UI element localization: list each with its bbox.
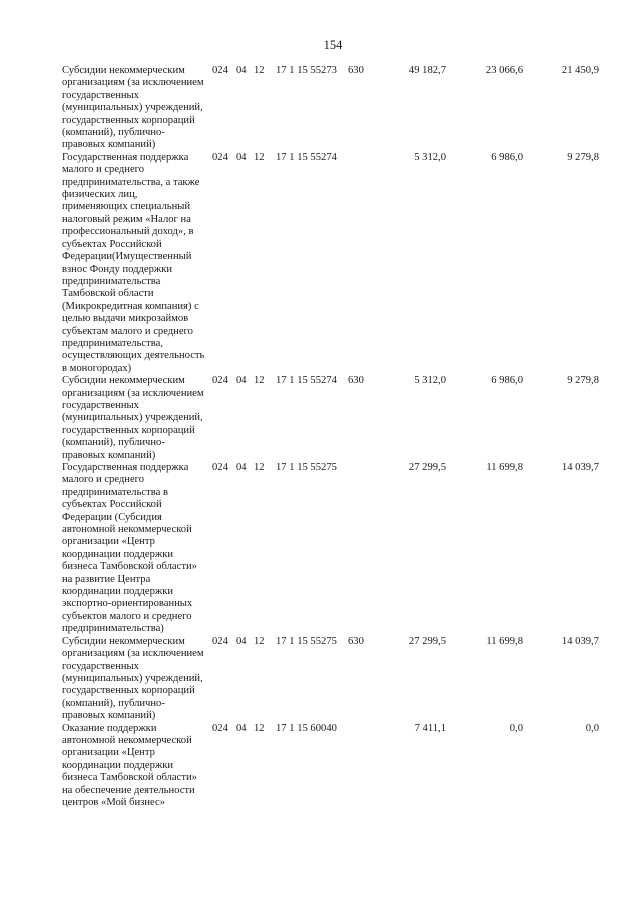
value-year-3: 14 039,7	[561, 635, 599, 647]
row-description	[62, 152, 210, 375]
value-year-1: 27 299,5	[408, 462, 446, 473]
value-year-2: 23 066,6	[485, 65, 523, 76]
value-year-2: 6 986,0	[491, 375, 523, 387]
code-ministry: 024	[212, 65, 228, 76]
code-ministry: 024	[212, 462, 228, 473]
description-line: Субсидии некоммерческим	[62, 65, 185, 76]
description-line: государственных корпораций	[62, 424, 195, 436]
description-line: правовых компаний)	[62, 449, 156, 461]
code-subsection: 12	[254, 722, 265, 734]
code-section: 04	[236, 635, 247, 647]
description-line: применяющих специальный	[62, 201, 191, 213]
value-year-2: 11 699,8	[486, 462, 523, 473]
description-line: Субсидии некоммерческим	[62, 375, 185, 387]
description-line: профессиональный доход», в	[62, 226, 194, 238]
value-year-3: 0,0	[585, 722, 599, 734]
description-line: Тамбовской области	[62, 288, 154, 300]
description-line: субъектов малого и среднего	[62, 610, 192, 622]
description-line: государственных корпораций	[62, 685, 195, 697]
description-line: налоговый режим «Налог на	[62, 213, 191, 225]
description-line: государственных	[62, 89, 139, 101]
description-line: предпринимательства)	[62, 623, 164, 635]
description-line: целью выдачи микрозаймов	[62, 313, 189, 325]
description-line: субъектах Российской	[62, 499, 162, 511]
code-expense-type: 630	[348, 635, 364, 647]
value-year-2: 6 986,0	[491, 151, 523, 163]
code-subsection: 12	[254, 635, 265, 647]
row-description	[62, 65, 210, 152]
code-ministry: 024	[212, 151, 228, 163]
description-line: (компаний), публично-	[62, 437, 165, 449]
description-line: Оказание поддержки	[62, 722, 157, 734]
description-line: субъектах Российской	[62, 238, 162, 250]
code-ministry: 024	[212, 635, 228, 647]
description-line: (Микрокредитная компания) с	[62, 300, 199, 312]
row-description	[62, 375, 210, 462]
page-number: 154	[323, 38, 343, 52]
code-subsection: 12	[254, 375, 265, 387]
description-line: на развитие Центра	[62, 573, 151, 585]
code-section: 04	[236, 722, 247, 734]
description-line: малого и среднего	[62, 164, 145, 176]
row-description	[62, 636, 210, 723]
code-subsection: 12	[254, 151, 265, 163]
value-year-2: 11 699,8	[486, 635, 523, 647]
value-year-1: 49 182,7	[408, 65, 446, 76]
description-line: Федерации (Субсидия	[62, 511, 162, 523]
code-ministry: 024	[212, 722, 228, 734]
description-line: осуществляющих деятельность	[62, 350, 205, 362]
description-line: (муниципальных) учреждений,	[62, 412, 203, 424]
table-row	[0, 65, 640, 152]
description-line: (муниципальных) учреждений,	[62, 672, 203, 684]
code-subsection: 12	[254, 462, 265, 473]
description-line: субъектам малого и среднего	[62, 325, 193, 337]
value-year-3: 14 039,7	[561, 462, 599, 473]
table-row	[0, 723, 640, 810]
description-line: автономной некоммерческой	[62, 734, 192, 746]
description-line: предпринимательства в	[62, 486, 168, 498]
description-line: взнос Фонду поддержки	[62, 263, 173, 275]
description-line: предпринимательства,	[62, 337, 163, 349]
value-year-2: 0,0	[509, 722, 523, 734]
description-line: государственных	[62, 399, 139, 411]
description-line: (компаний), публично-	[62, 127, 165, 139]
description-line: правовых компаний)	[62, 710, 156, 722]
table-row	[0, 462, 640, 636]
code-target-article: 17 1 15 55274	[276, 375, 337, 387]
code-subsection: 12	[254, 65, 265, 76]
description-line: в моногородах)	[62, 362, 132, 374]
value-year-3: 9 279,8	[567, 151, 599, 163]
description-line: организациям (за исключением	[62, 77, 204, 89]
description-line: на обеспечение деятельности	[62, 784, 195, 796]
table-row	[0, 636, 640, 723]
table-row	[0, 152, 640, 375]
description-line: координации поддержки	[62, 548, 174, 560]
value-year-1: 7 411,1	[414, 722, 446, 734]
description-line: правовых компаний)	[62, 139, 156, 151]
code-expense-type: 630	[348, 375, 364, 387]
description-line: организациям (за исключением	[62, 387, 204, 399]
value-year-3: 21 450,9	[561, 65, 599, 76]
row-description	[62, 723, 210, 810]
description-line: организации «Центр	[62, 747, 155, 759]
row-description	[62, 462, 210, 636]
code-section: 04	[236, 375, 247, 387]
description-line: Субсидии некоммерческим	[62, 635, 185, 647]
description-line: государственных корпораций	[62, 114, 195, 126]
description-line: Государственная поддержка	[62, 462, 189, 473]
description-line: центров «Мой бизнес»	[62, 796, 165, 808]
description-line: Государственная поддержка	[62, 151, 189, 163]
code-section: 04	[236, 65, 247, 76]
budget-table	[0, 65, 640, 809]
code-section: 04	[236, 462, 247, 473]
description-line: экспортно-ориентированных	[62, 598, 193, 610]
description-line: государственных	[62, 660, 139, 672]
code-target-article: 17 1 15 55275	[276, 462, 337, 473]
description-line: бизнеса Тамбовской области»	[62, 772, 197, 784]
value-year-1: 5 312,0	[414, 151, 446, 163]
description-line: Федерации(Имущественный	[62, 251, 192, 263]
code-target-article: 17 1 15 60040	[276, 722, 337, 734]
description-line: координации поддержки	[62, 586, 174, 598]
code-expense-type: 630	[348, 65, 364, 76]
description-line: организации «Центр	[62, 536, 155, 548]
description-line: автономной некоммерческой	[62, 524, 192, 536]
description-line: организациям (за исключением	[62, 648, 204, 660]
description-line: предпринимательства	[62, 275, 161, 287]
description-line: координации поддержки	[62, 759, 174, 771]
table-row	[0, 375, 640, 462]
value-year-1: 27 299,5	[408, 635, 446, 647]
value-year-1: 5 312,0	[414, 375, 446, 387]
code-target-article: 17 1 15 55275	[276, 635, 337, 647]
value-year-3: 9 279,8	[567, 375, 599, 387]
description-line: (компаний), публично-	[62, 697, 165, 709]
description-line: малого и среднего	[62, 474, 145, 486]
code-target-article: 17 1 15 55274	[276, 151, 337, 163]
code-section: 04	[236, 151, 247, 163]
code-ministry: 024	[212, 375, 228, 387]
description-line: бизнеса Тамбовской области»	[62, 561, 197, 573]
description-line: предпринимательства, а также	[62, 176, 200, 188]
code-target-article: 17 1 15 55273	[276, 65, 337, 76]
description-line: (муниципальных) учреждений,	[62, 102, 203, 114]
description-line: физических лиц,	[62, 189, 138, 201]
